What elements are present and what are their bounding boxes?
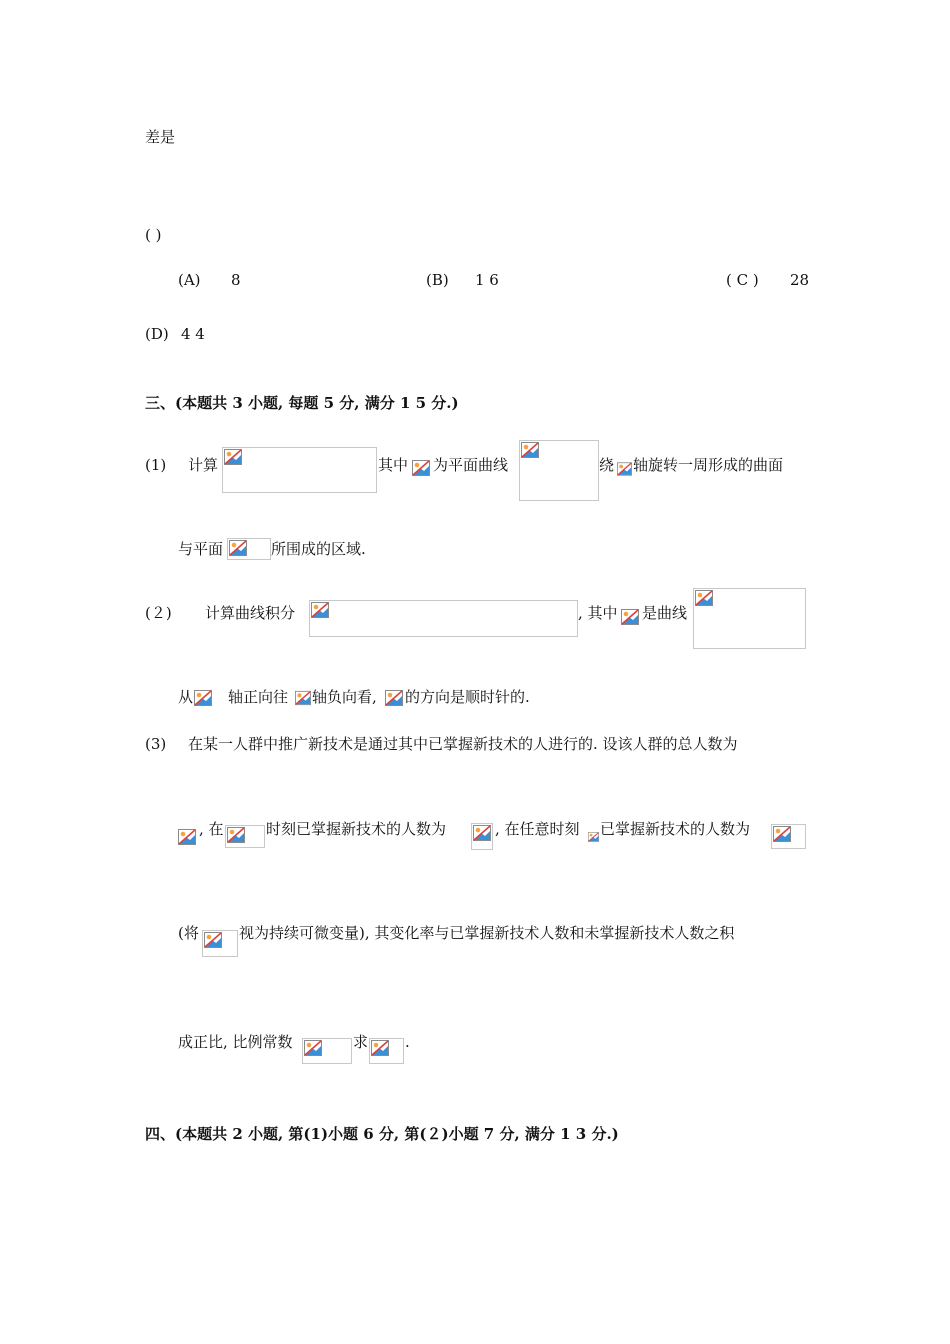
q2-text-clockwise: 的方向是顺时针的.: [405, 688, 530, 706]
choice-a-label: (A): [178, 271, 201, 289]
q3-text-time-count: 时刻已掌握新技术的人数为: [266, 820, 447, 838]
q1-text-rotate: 轴旋转一周形成的曲面: [633, 456, 784, 474]
q3-text-treat-open: (将: [178, 924, 199, 942]
q2-text-from: 从: [178, 688, 194, 706]
formula-image: [620, 608, 642, 626]
choice-c-value: 28: [790, 271, 810, 289]
q3-number: (3): [145, 735, 167, 753]
q3-text-proportional: 成正比, 比例常数: [178, 1033, 293, 1051]
q1-text-around: 绕: [599, 456, 615, 474]
q1-text-region: 所围成的区域.: [271, 540, 366, 558]
q3-text-period: .: [405, 1033, 410, 1051]
formula-image: [471, 823, 493, 850]
formula-image: [616, 461, 633, 477]
formula-image: [587, 829, 600, 845]
q3-text-at: , 在: [199, 820, 224, 838]
q1-text-compute: 计算: [188, 456, 219, 474]
formula-image: [202, 930, 238, 957]
continued-text: 差是: [145, 128, 176, 146]
q3-text-count-is: 已掌握新技术的人数为: [600, 820, 751, 838]
formula-image: [177, 828, 199, 846]
q1-text-plane: 与平面: [178, 540, 224, 558]
section-4-heading: 四、(本题共 2 小题, 第(1)小题 6 分, 第(２)小题 7 分, 满分 1 3 分.): [145, 1125, 619, 1143]
q1-text-curve: 为平面曲线: [433, 456, 509, 474]
q2-text-curve: 是曲线: [642, 604, 688, 622]
q3-text-any-time: , 在任意时刻: [495, 820, 580, 838]
formula-image: [302, 1038, 352, 1064]
q2-text-compute: 计算曲线积分: [205, 604, 296, 622]
choice-d-label: (D): [145, 325, 169, 343]
choice-b-label: (B): [426, 271, 449, 289]
formula-image: [222, 447, 377, 493]
section-3-heading: 三、(本题共 3 小题, 每题 5 分, 满分 1 5 分.): [145, 394, 459, 412]
formula-image: [369, 1038, 404, 1064]
formula-image: [294, 689, 312, 707]
answer-parentheses: ( ): [145, 226, 162, 244]
q2-text-axis-positive: 轴正向往: [228, 688, 289, 706]
q2-text-where: , 其中: [578, 604, 618, 622]
q1-number: (1): [145, 456, 167, 474]
formula-image: [411, 459, 433, 477]
choice-a-value: 8: [231, 271, 241, 289]
formula-image: [771, 824, 806, 849]
q3-text-intro: 在某一人群中推广新技术是通过其中已掌握新技术的人进行的. 设该人群的总人数为: [188, 735, 738, 753]
choice-b-value: 1 6: [475, 271, 499, 289]
formula-image: [384, 689, 406, 707]
formula-image: [693, 588, 806, 649]
q3-text-rate: 视为持续可微变量), 其变化率与已掌握新技术人数和未掌握新技术人数之积: [239, 924, 735, 942]
formula-image: [193, 689, 215, 707]
formula-image: [309, 600, 578, 637]
formula-image: [225, 825, 265, 848]
choice-d-value: 4 4: [181, 325, 205, 343]
q2-number: (２): [145, 604, 172, 622]
q1-text-where: 其中: [378, 456, 409, 474]
formula-image: [227, 538, 271, 560]
formula-image: [519, 440, 599, 501]
q3-text-find: 求: [353, 1033, 369, 1051]
choice-c-label: ( C ): [726, 271, 759, 289]
q2-text-axis-negative: 轴负向看,: [312, 688, 377, 706]
